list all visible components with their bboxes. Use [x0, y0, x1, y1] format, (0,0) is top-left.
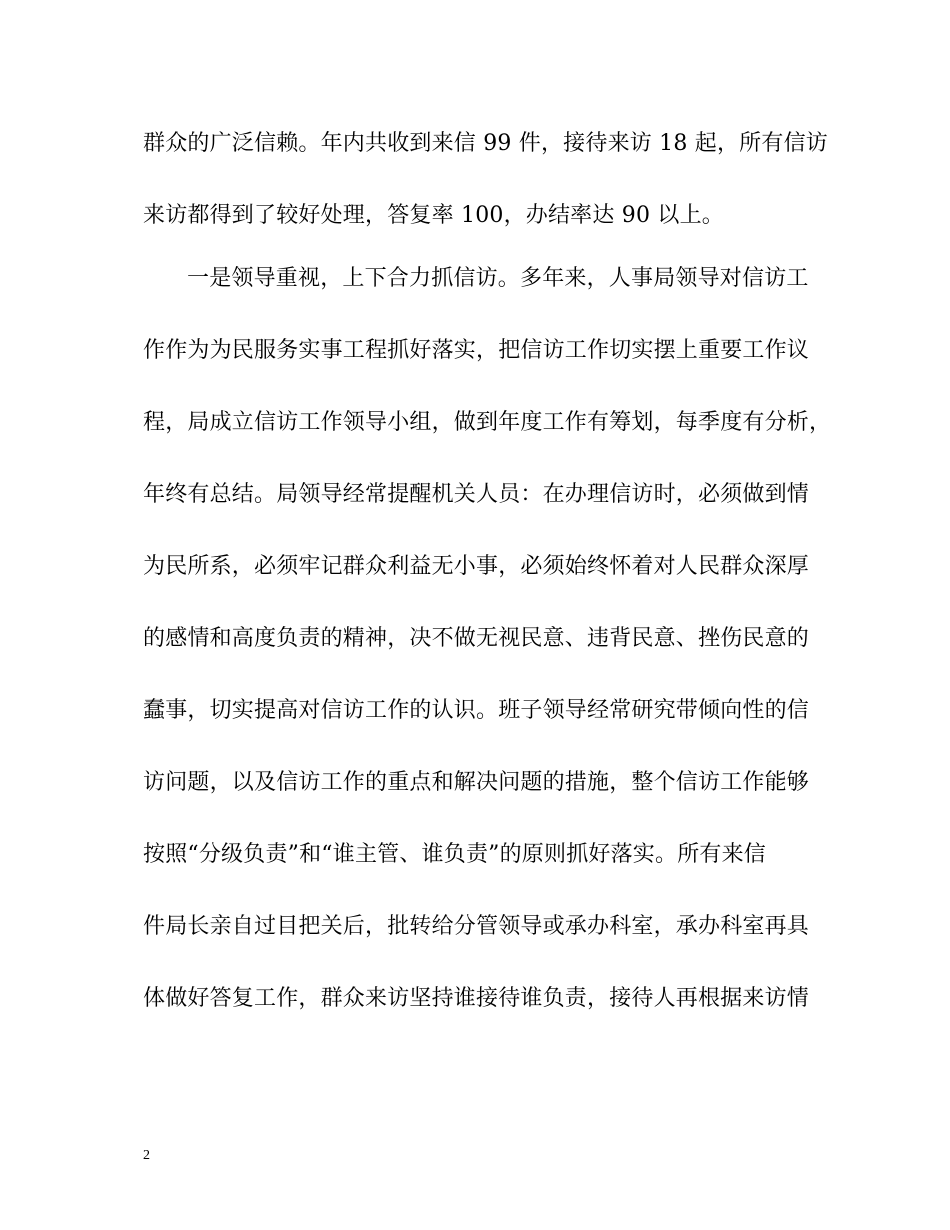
text-line-11: 按照“分级负责”和“谁主管、谁负责”的原则抓好落实。所有来信: [143, 842, 766, 867]
text-line-3: 一是领导重视，上下合力抓信访。多年来，人事局领导对信访工: [187, 266, 809, 291]
text-line-5: 程，局成立信访工作领导小组，做到年度工作有筹划，每季度有分析，: [143, 410, 832, 435]
page-number: 2: [143, 1148, 150, 1163]
text-line-4: 作作为为民服务实事工程抓好落实，把信访工作切实摆上重要工作议: [143, 338, 810, 363]
text-line-12: 件局长亲自过目把关后，批转给分管领导或承办科室，承办科室再具: [143, 914, 810, 939]
text-line-6: 年终有总结。局领导经常提醒机关人员：在办理信访时，必须做到情: [143, 482, 810, 507]
text-line-8: 的感情和高度负责的精神，决不做无视民意、违背民意、挫伤民意的: [143, 626, 810, 651]
text-line-9: 蠢事，切实提高对信访工作的认识。班子领导经常研究带倾向性的信: [143, 698, 810, 723]
text-line-10: 访问题，以及信访工作的重点和解决问题的措施，整个信访工作能够: [143, 770, 810, 795]
text-line-7: 为民所系，必须牢记群众利益无小事，必须始终怀着对人民群众深厚: [143, 554, 810, 579]
text-line-1: 群众的广泛信赖。年内共收到来信 99 件，接待来访 18 起，所有信访: [143, 131, 828, 156]
text-line-2: 来访都得到了较好处理，答复率 100，办结率达 90 以上。: [143, 203, 724, 228]
text-line-13: 体做好答复工作，群众来访坚持谁接待谁负责，接待人再根据来访情: [143, 986, 810, 1011]
